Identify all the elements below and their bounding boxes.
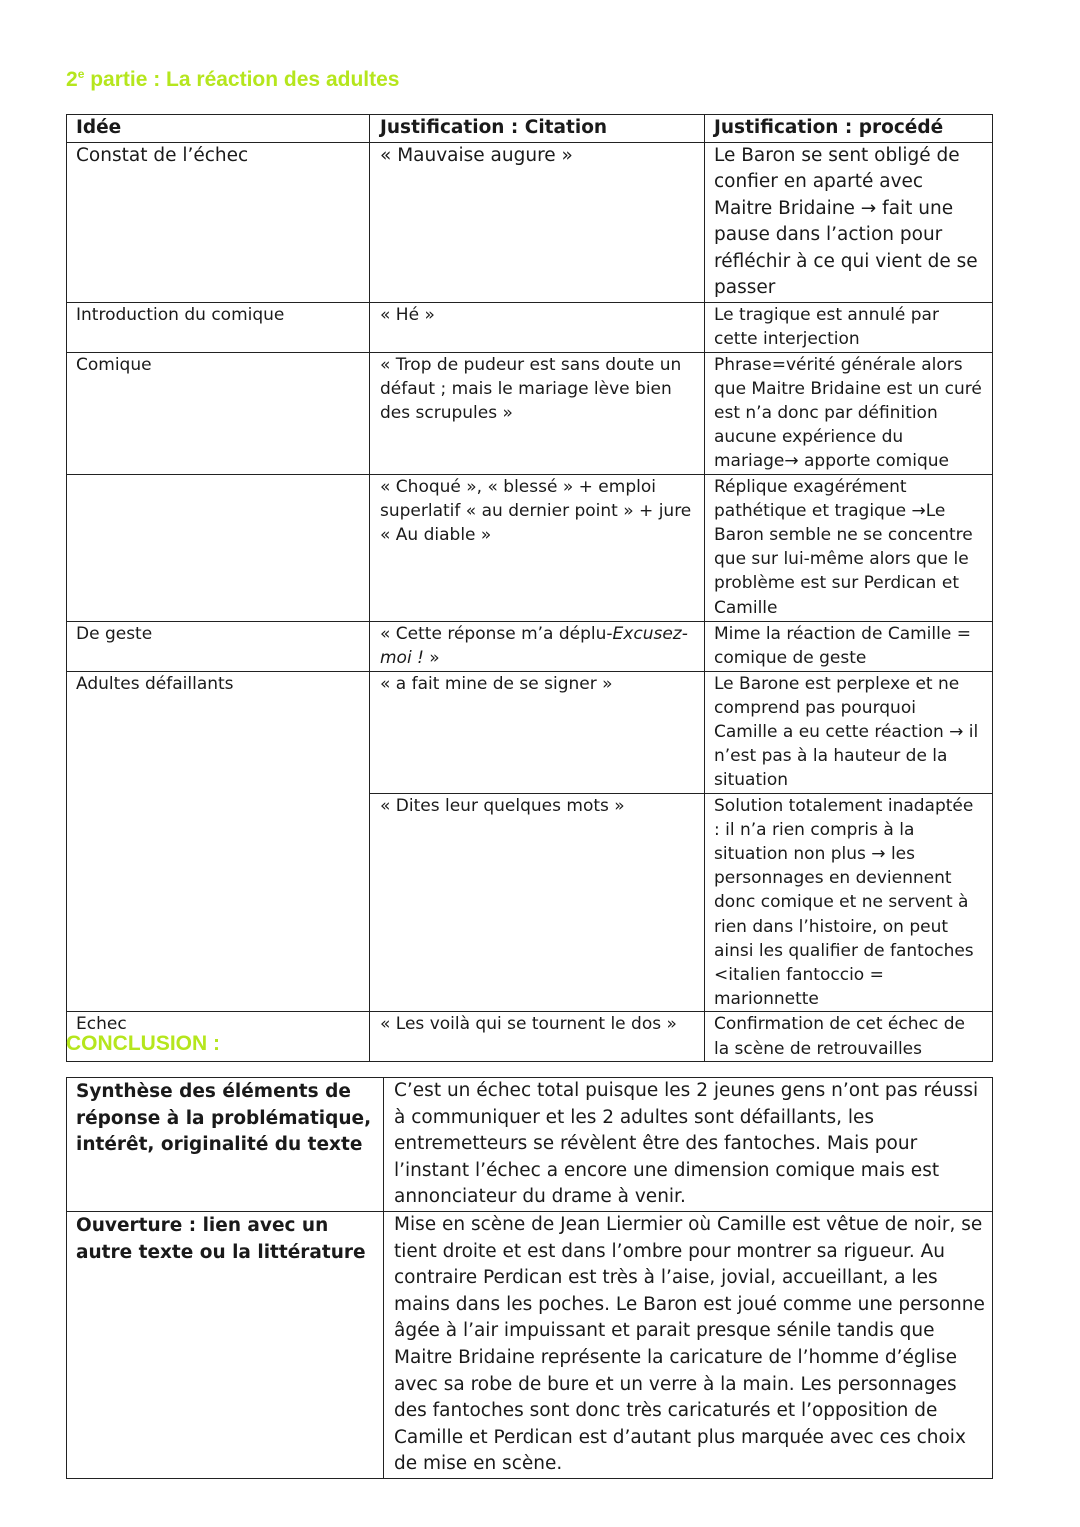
cell-citation: « Les voilà qui se tournent le dos »	[370, 1012, 705, 1062]
conclusion-text-ouverture: Mise en scène de Jean Liermier où Camille est vêtue de noir, se tient droite et est dans l’ombre pour montrer sa rigueur. Au contraire Perdican est très à l’aise, jovial, accueillant, a les mains dans les poches. Le Baron est joué comme une personne âgée à l’air impuissant et parait presque sénile tandis que Maitre Bridaine représente la caricature de l’homme d’église avec sa robe de bure et un verre à la main. Les personnages des fantoches sont donc très caricaturés et l’opposition de Camille et Perdican est d’autant plus marquée avec ces choix de mise en scène.	[384, 1212, 993, 1479]
cell-idee: Comique	[67, 352, 370, 474]
table-row	[67, 142, 993, 302]
header-citation: Justification : Citation	[370, 115, 705, 143]
cell-citation: « Dites leur quelques mots »	[370, 793, 705, 1012]
citation-italic: Excusez-moi !	[380, 623, 688, 668]
analysis-table	[66, 114, 993, 1062]
cell-citation	[370, 621, 705, 671]
table-row	[67, 1078, 993, 1212]
conclusion-table	[66, 1077, 993, 1479]
header-idee: Idée	[67, 115, 370, 143]
cell-procede: Phrase=vérité générale alors que Maitre Bridaine est un curé est n’a donc par définition aucune expérience du mariage→ apporte comique	[705, 352, 993, 474]
cell-idee: De geste	[67, 621, 370, 671]
cell-procede: Mime la réaction de Camille = comique de geste	[705, 621, 993, 671]
cell-idee	[67, 474, 370, 621]
table-header-row	[67, 115, 993, 143]
table-row	[67, 1212, 993, 1479]
header-procede: Justification : procédé	[705, 115, 993, 143]
table-row	[67, 302, 993, 352]
cell-idee: Echec	[67, 1012, 370, 1062]
cell-procede: Réplique exagérément pathétique et tragique →Le Baron semble ne se concentre que sur lui-même alors que le problème est sur Perdican et Camille	[705, 474, 993, 621]
table-row	[67, 671, 993, 793]
cell-procede: Le tragique est annulé par cette interjection	[705, 302, 993, 352]
conclusion-text-synthese: C’est un échec total puisque les 2 jeunes gens n’ont pas réussi à communiquer et les 2 adultes sont défaillants, les entremetteurs se révèlent être des fantoches. Mais pour l’instant l’échec a encore une dimension comique mais est annonciateur du drame à venir.	[384, 1078, 993, 1212]
section-title-conclusion: CONCLUSION :	[66, 1032, 220, 1055]
cell-idee: Constat de l’échec	[67, 142, 370, 302]
table-row	[67, 621, 993, 671]
cell-idee: Introduction du comique	[67, 302, 370, 352]
conclusion-label-ouverture: Ouverture : lien avec un autre texte ou la littérature	[67, 1212, 384, 1479]
cell-citation: « Trop de pudeur est sans doute un défaut ; mais le mariage lève bien des scrupules »	[370, 352, 705, 474]
cell-citation: « a fait mine de se signer »	[370, 671, 705, 793]
cell-procede: Le Barone est perplexe et ne comprend pas pourquoi Camille a eu cette réaction → il n’est pas à la hauteur de la situation	[705, 671, 993, 793]
cell-citation: « Mauvaise augure »	[370, 142, 705, 302]
cell-citation: « Choqué », « blessé » + emploi superlatif « au dernier point » + jure « Au diable »	[370, 474, 705, 621]
cell-procede: Le Baron se sent obligé de confier en aparté avec Maitre Bridaine → fait une pause dans l’action pour réfléchir à ce qui vient de se passer	[705, 142, 993, 302]
cell-citation: « Hé »	[370, 302, 705, 352]
table-row	[67, 352, 993, 474]
citation-end: »	[423, 647, 440, 668]
section-title-part2: 2e partie : La réaction des adultes	[66, 67, 400, 91]
cell-idee: Adultes défaillants	[67, 671, 370, 1012]
table-row	[67, 474, 993, 621]
citation-text: « Cette réponse m’a déplu-	[380, 623, 613, 644]
cell-procede: Confirmation de cet échec de la scène de retrouvailles	[705, 1012, 993, 1062]
conclusion-label-synthese: Synthèse des éléments de réponse à la problématique, intérêt, originalité du texte	[67, 1078, 384, 1212]
cell-procede: Solution totalement inadaptée : il n’a rien compris à la situation non plus → les personnages en deviennent donc comique et ne servent à rien dans l’histoire, on peut ainsi les qualifier de fantoches <italien fantoccio = marionnette	[705, 793, 993, 1012]
